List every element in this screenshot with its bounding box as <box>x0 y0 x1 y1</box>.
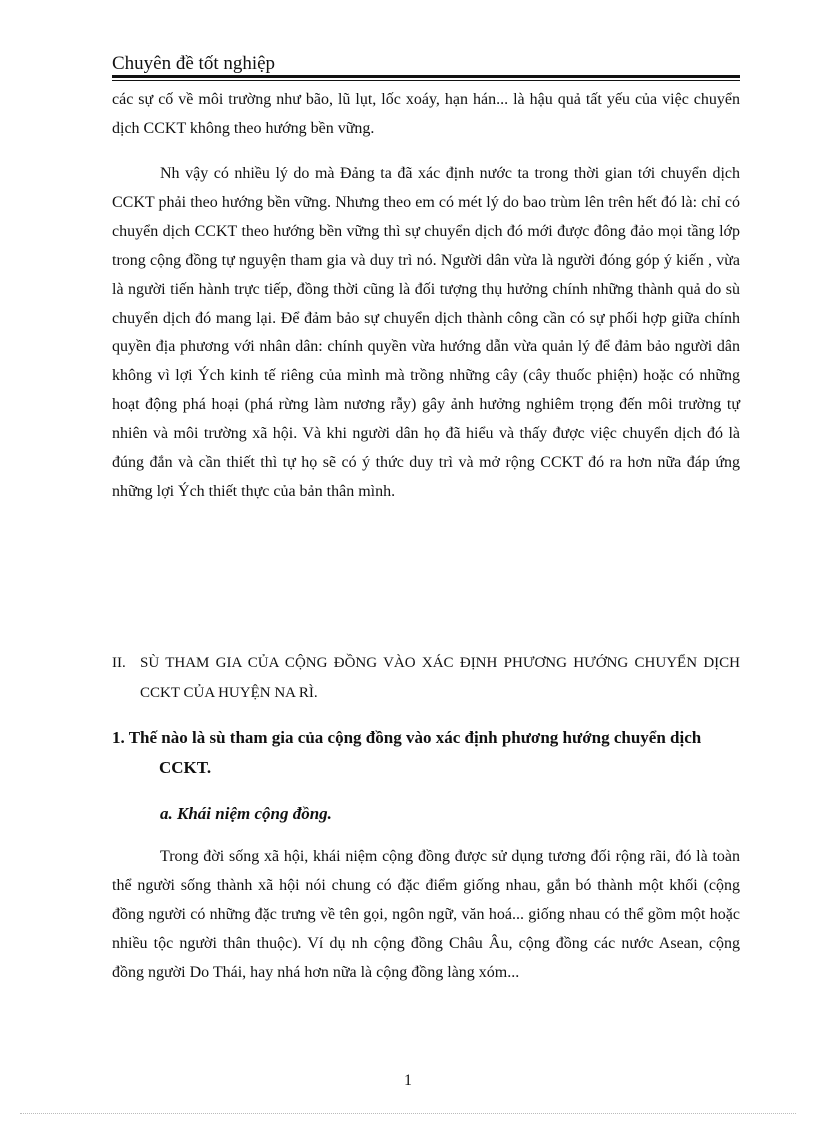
page-number: 1 <box>404 1072 412 1089</box>
paragraph-community: Trong đời sống xã hội, khái niệm cộng đồng được sử dụng tương đối rộng rãi, đó là toàn thể người sống thành xã hội nói chung có đặc điểm giống nhau, gắn bó thành một khối (cộng đồng người có những đặc trưng về tên gọi, ngôn ngữ, văn hoá... giống nhau có thể gồm một hoặc nhiều tộc người thân thuộc). Ví dụ nh cộng đồng Châu Âu, cộng đồng các nước Asean, cộng đồng người Do Thái, hay nhá hơn nữa là cộng đồng làng xóm... <box>112 848 740 981</box>
section-title: SÙ THAM GIA CỦA CỘNG ĐỒNG VÀO XÁC ĐỊNH PHƯƠNG HƯỚNG CHUYỂN DỊCH CCKT CỦA HUYỆN NA RÌ. <box>140 655 740 701</box>
section-number: II. <box>112 655 126 671</box>
page-header-title: Chuyên đề tốt nghiệp <box>112 53 276 74</box>
section-heading <box>112 648 740 708</box>
subsection-heading: 1. Thế nào là sù tham gia của cộng đồng vào xác định phương hướng chuyển dịch CCKT. <box>112 728 702 777</box>
paragraph-intro: các sự cố về môi trường như bão, lũ lụt, lốc xoáy, hạn hán... là hậu quả tất yếu của việc chuyển dịch CCKT không theo hướng bền vững. <box>112 91 740 137</box>
header-rule-thin <box>112 80 740 81</box>
paragraph-sustainable: Nh vậy có nhiều lý do mà Đảng ta đã xác định nước ta trong thời gian tới chuyển dịch CCKT phải theo hướng bền vững. Nhưng theo em có mét lý do bao trùm lên trên hết đó là: chỉ có chuyển dịch CCKT theo hướng bền vững thì sự chuyển dịch đó mới được đông đảo mọi tầng lớp trong cộng đồng tự nguyện tham gia và duy trì nó. Người dân vừa là người đóng góp ý kiến , vừa là người tiến hành trực tiếp, đồng thời cũng là đối tượng thụ hưởng chính những thành quả do sù chuyển dịch đó mang lại. Để đảm bảo sự chuyển dịch thành công cần có sự phối hợp giữa chính quyền địa phương với nhân dân: chính quyền vừa hướng dẫn vừa quản lý để đảm bảo người dân không vì lợi Ých kinh tế riêng của mình mà trồng những cây (cây thuốc phiện) hoặc có những hoạt động phá hoại (phá rừng làm nương rẫy) gây ảnh hưởng nghiêm trọng đến môi trường tự nhiên và môi trường xã hội. Và khi người dân họ đã hiểu và thấy được việc chuyển dịch đó là đúng đắn và cần thiết thì tự họ sẽ có ý thức duy trì và mở rộng CCKT đó ra hơn nữa đáp ứng những lợi Ých thiết thực của bản thân mình. <box>112 165 740 500</box>
page-bottom-border <box>20 1113 796 1114</box>
header-rule-thick <box>112 75 740 78</box>
subsubsection-heading: a. Khái niệm cộng đồng. <box>160 804 332 823</box>
